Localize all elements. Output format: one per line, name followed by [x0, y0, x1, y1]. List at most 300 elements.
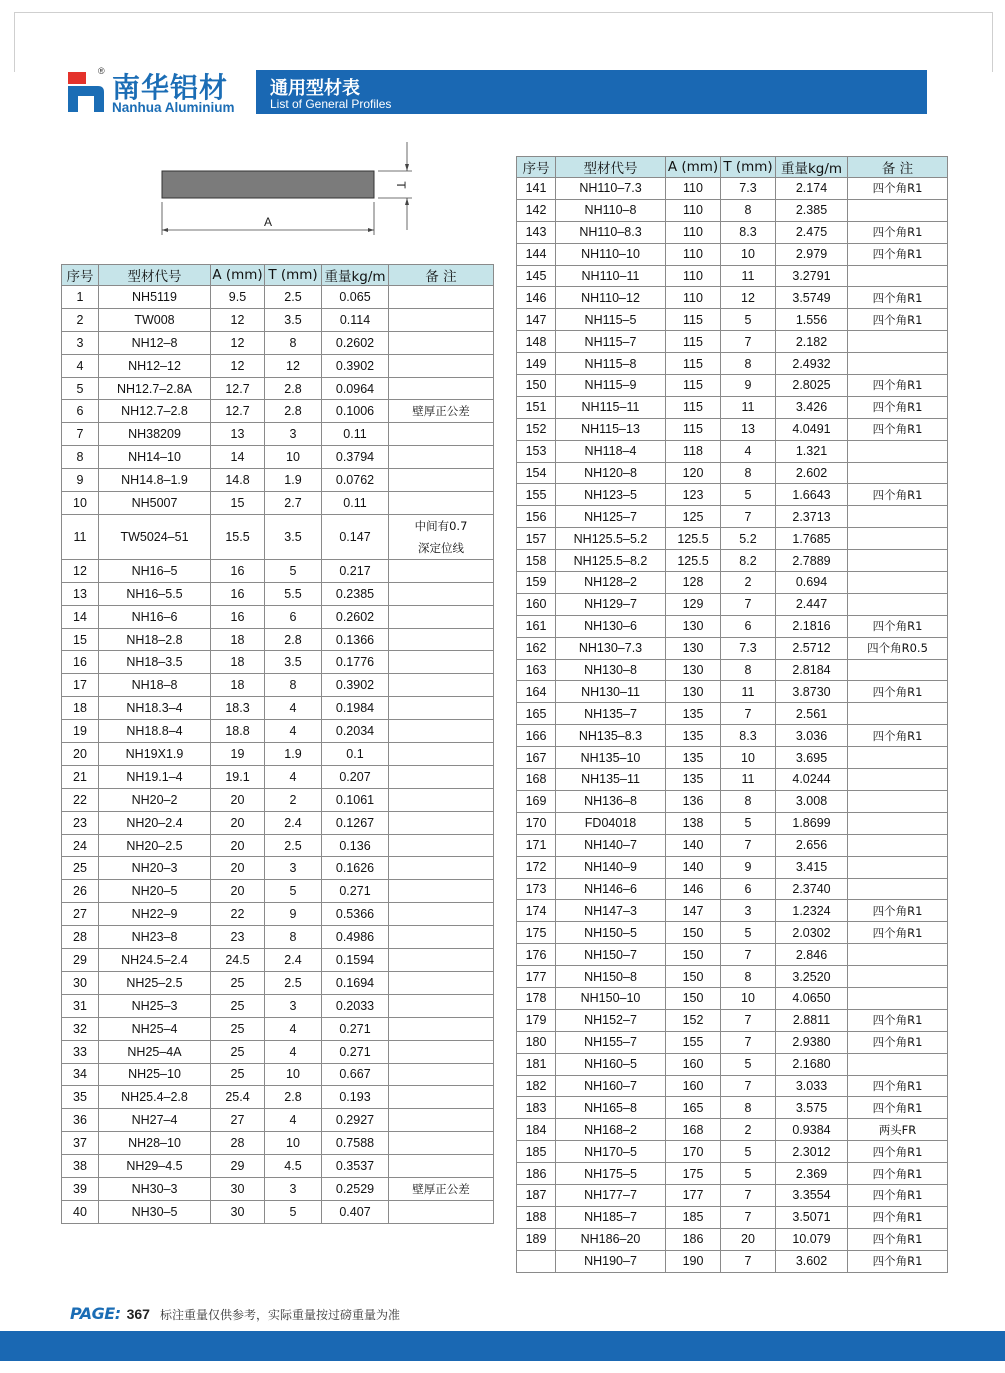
- page-number: 367: [126, 1306, 150, 1322]
- cell-code: NH123–5: [556, 484, 666, 506]
- cell-w: 4.0244: [776, 769, 848, 791]
- cell-w: 0.114: [322, 308, 389, 331]
- cell-code: NH150–7: [556, 944, 666, 966]
- cell-no: 174: [517, 900, 556, 922]
- cell-a: 160: [666, 1053, 721, 1075]
- cell-no: 167: [517, 747, 556, 769]
- cell-code: NH110–11: [556, 265, 666, 287]
- cell-note: [848, 265, 948, 287]
- table-row: [62, 880, 494, 903]
- table-row: [62, 1177, 494, 1200]
- cell-no: 160: [517, 593, 556, 615]
- cell-no: 186: [517, 1163, 556, 1185]
- cell-no: 34: [62, 1063, 99, 1086]
- cell-code: NH140–7: [556, 834, 666, 856]
- cell-note: [389, 1086, 494, 1109]
- cell-no: 176: [517, 944, 556, 966]
- cell-t: 2.5: [265, 971, 322, 994]
- cell-t: 7.3: [721, 178, 776, 200]
- cell-t: 10: [721, 243, 776, 265]
- cell-code: NH18–3.5: [99, 651, 211, 674]
- col-header-t: T (mm): [721, 157, 776, 178]
- cell-t: 5: [721, 1163, 776, 1185]
- cell-code: NH16–5.5: [99, 582, 211, 605]
- cell-note: [389, 994, 494, 1017]
- cell-code: NH24.5–2.4: [99, 949, 211, 972]
- cell-no: 162: [517, 637, 556, 659]
- cell-note: [389, 811, 494, 834]
- cell-no: 172: [517, 856, 556, 878]
- cell-a: 177: [666, 1184, 721, 1206]
- cell-w: 0.4986: [322, 926, 389, 949]
- cell-a: 110: [666, 243, 721, 265]
- cell-note: [848, 353, 948, 375]
- cell-a: 14.8: [211, 469, 265, 492]
- cell-note: [389, 331, 494, 354]
- cell-w: 0.3794: [322, 446, 389, 469]
- cell-t: 7: [721, 331, 776, 353]
- cell-note: [848, 506, 948, 528]
- cell-t: 7.3: [721, 637, 776, 659]
- cell-w: 2.1816: [776, 615, 848, 637]
- cell-w: 0.3902: [322, 674, 389, 697]
- cell-note: 四个角R1: [848, 309, 948, 331]
- cell-note: [848, 812, 948, 834]
- cell-w: 2.3713: [776, 506, 848, 528]
- cell-no: 9: [62, 469, 99, 492]
- cell-note: [848, 747, 948, 769]
- cell-t: 8: [721, 1097, 776, 1119]
- frame-line: [992, 12, 993, 72]
- cell-code: NH18.3–4: [99, 697, 211, 720]
- table-body: [517, 178, 948, 1273]
- bottom-bar: [0, 1331, 1005, 1361]
- cell-t: 7: [721, 703, 776, 725]
- table-row: [517, 922, 948, 944]
- cell-code: NH150–5: [556, 922, 666, 944]
- nanhua-logo-icon: [68, 72, 104, 112]
- cell-w: 0.1366: [322, 628, 389, 651]
- cell-note: [389, 1109, 494, 1132]
- cell-a: 136: [666, 790, 721, 812]
- cell-w: 2.8025: [776, 375, 848, 397]
- table-row: [62, 949, 494, 972]
- cell-w: 2.979: [776, 243, 848, 265]
- cell-t: 5: [721, 1053, 776, 1075]
- cell-a: 115: [666, 309, 721, 331]
- cell-a: 28: [211, 1132, 265, 1155]
- cell-t: 11: [721, 265, 776, 287]
- cell-no: 163: [517, 659, 556, 681]
- cell-note: [389, 788, 494, 811]
- cell-w: 0.0964: [322, 377, 389, 400]
- col-header-a: A (mm): [211, 265, 265, 286]
- cell-note: [389, 880, 494, 903]
- cell-a: 12: [211, 331, 265, 354]
- cell-a: 135: [666, 703, 721, 725]
- cell-note: [389, 628, 494, 651]
- cell-a: 19: [211, 743, 265, 766]
- table-row: [517, 747, 948, 769]
- cell-code: NH30–5: [99, 1200, 211, 1223]
- cell-t: 2: [265, 788, 322, 811]
- cell-no: 175: [517, 922, 556, 944]
- header-bar: [256, 70, 927, 114]
- cell-no: 22: [62, 788, 99, 811]
- cell-t: 9: [265, 903, 322, 926]
- cell-t: 4: [265, 720, 322, 743]
- cell-code: NH135–7: [556, 703, 666, 725]
- cell-a: 130: [666, 659, 721, 681]
- table-row: [517, 725, 948, 747]
- footer-note: 标注重量仅供参考，实际重量按过磅重量为准: [159, 1308, 400, 1322]
- cell-t: 8: [265, 674, 322, 697]
- cell-no: 159: [517, 572, 556, 594]
- table-row: [517, 243, 948, 265]
- cell-note: 四个角R1: [848, 1141, 948, 1163]
- cell-t: 2.7: [265, 492, 322, 515]
- cell-t: 3: [721, 900, 776, 922]
- cell-code: NH12.7–2.8: [99, 400, 211, 423]
- cell-note: 壁厚正公差: [389, 1177, 494, 1200]
- cell-code: NH14–10: [99, 446, 211, 469]
- cell-code: NH165–8: [556, 1097, 666, 1119]
- table-body: [62, 286, 494, 1224]
- cell-t: 2.8: [265, 628, 322, 651]
- cell-no: 18: [62, 697, 99, 720]
- cell-t: 8.3: [721, 725, 776, 747]
- cell-a: 140: [666, 834, 721, 856]
- cell-a: 175: [666, 1163, 721, 1185]
- cell-w: 2.369: [776, 1163, 848, 1185]
- cell-a: 135: [666, 725, 721, 747]
- cell-note: [389, 1200, 494, 1223]
- cell-no: [517, 1250, 556, 1272]
- cell-code: NH146–6: [556, 878, 666, 900]
- cell-w: 0.2033: [322, 994, 389, 1017]
- cell-no: 178: [517, 987, 556, 1009]
- table-row: [517, 637, 948, 659]
- cell-code: NH20–3: [99, 857, 211, 880]
- cell-code: NH28–10: [99, 1132, 211, 1155]
- table-row: [62, 400, 494, 423]
- table-row: [62, 720, 494, 743]
- cell-a: 150: [666, 987, 721, 1009]
- table-row: [62, 446, 494, 469]
- dim-label-a: A: [263, 215, 273, 229]
- cell-a: 110: [666, 178, 721, 200]
- cell-note: 四个角R1: [848, 922, 948, 944]
- table-row: [62, 1132, 494, 1155]
- frame-line: [14, 12, 993, 13]
- cell-no: 15: [62, 628, 99, 651]
- cell-note: [389, 377, 494, 400]
- cell-t: 6: [265, 605, 322, 628]
- table-row: [62, 1200, 494, 1223]
- brand-name-cn: 南华铝材: [112, 71, 229, 104]
- cell-no: 29: [62, 949, 99, 972]
- cell-code: NH130–6: [556, 615, 666, 637]
- table-row: [517, 1119, 948, 1141]
- cell-code: NH12.7–2.8A: [99, 377, 211, 400]
- cell-note: [389, 1132, 494, 1155]
- cell-code: NH115–8: [556, 353, 666, 375]
- cell-t: 3: [265, 857, 322, 880]
- cell-note: 四个角R1: [848, 243, 948, 265]
- cell-t: 11: [721, 396, 776, 418]
- cell-code: NH115–9: [556, 375, 666, 397]
- cell-a: 123: [666, 484, 721, 506]
- table-row: [517, 878, 948, 900]
- cell-t: 7: [721, 1075, 776, 1097]
- cell-note: [389, 514, 494, 559]
- table-row: [517, 418, 948, 440]
- cell-note: [848, 593, 948, 615]
- cell-a: 120: [666, 462, 721, 484]
- cell-note: 四个角R1: [848, 1031, 948, 1053]
- table-row: [517, 199, 948, 221]
- cell-w: 0.667: [322, 1063, 389, 1086]
- cell-no: 16: [62, 651, 99, 674]
- cell-code: NH12–8: [99, 331, 211, 354]
- cell-note: [389, 743, 494, 766]
- cell-w: 0.1626: [322, 857, 389, 880]
- cell-a: 128: [666, 572, 721, 594]
- cell-no: 157: [517, 528, 556, 550]
- cell-a: 140: [666, 856, 721, 878]
- cell-a: 15.5: [211, 514, 265, 559]
- cell-note: [389, 926, 494, 949]
- cell-t: 10: [721, 747, 776, 769]
- cell-code: NH27–4: [99, 1109, 211, 1132]
- cell-no: 21: [62, 765, 99, 788]
- cell-note: [848, 331, 948, 353]
- cell-code: NH129–7: [556, 593, 666, 615]
- cell-w: 0.11: [322, 423, 389, 446]
- cell-note: 四个角R1: [848, 1163, 948, 1185]
- cell-no: 165: [517, 703, 556, 725]
- cell-no: 13: [62, 582, 99, 605]
- cell-no: 156: [517, 506, 556, 528]
- cell-note: [389, 1017, 494, 1040]
- cell-no: 8: [62, 446, 99, 469]
- cell-no: 20: [62, 743, 99, 766]
- profile-diagram: [150, 140, 420, 240]
- table-row: [62, 492, 494, 515]
- cell-code: NH135–10: [556, 747, 666, 769]
- table-row: [517, 484, 948, 506]
- cell-code: NH18.8–4: [99, 720, 211, 743]
- note-line: 中间有0.7: [414, 518, 468, 533]
- table-row: [517, 681, 948, 703]
- page-title: 通用型材表: [270, 78, 360, 99]
- cell-a: 147: [666, 900, 721, 922]
- cell-a: 12: [211, 308, 265, 331]
- cell-no: 158: [517, 550, 556, 572]
- cell-a: 115: [666, 375, 721, 397]
- cell-code: NH120–8: [556, 462, 666, 484]
- cell-note: 四个角R1: [848, 178, 948, 200]
- table-row: [62, 903, 494, 926]
- cell-no: 23: [62, 811, 99, 834]
- cell-t: 4: [265, 1109, 322, 1132]
- cell-a: 19.1: [211, 765, 265, 788]
- cell-no: 2: [62, 308, 99, 331]
- cell-t: 2.5: [265, 286, 322, 309]
- table-row: [62, 651, 494, 674]
- cell-w: 0.1694: [322, 971, 389, 994]
- cell-no: 1: [62, 286, 99, 309]
- cell-w: 0.271: [322, 880, 389, 903]
- cell-t: 8.2: [721, 550, 776, 572]
- cell-note: 四个角R1: [848, 484, 948, 506]
- cell-a: 118: [666, 440, 721, 462]
- cell-t: 20: [721, 1228, 776, 1250]
- cell-a: 160: [666, 1075, 721, 1097]
- cell-w: 2.447: [776, 593, 848, 615]
- cell-no: 4: [62, 354, 99, 377]
- cell-code: NH136–8: [556, 790, 666, 812]
- cell-t: 4: [265, 765, 322, 788]
- cell-no: 170: [517, 812, 556, 834]
- cell-no: 180: [517, 1031, 556, 1053]
- table-row: [517, 1228, 948, 1250]
- col-header-code: 型材代号: [556, 157, 666, 178]
- frame-line: [14, 12, 15, 72]
- cell-code: NH130–11: [556, 681, 666, 703]
- cell-code: NH177–7: [556, 1184, 666, 1206]
- cell-no: 161: [517, 615, 556, 637]
- cell-note: [389, 605, 494, 628]
- cell-a: 25: [211, 971, 265, 994]
- cell-code: NH25.4–2.8: [99, 1086, 211, 1109]
- cell-w: 0.3537: [322, 1155, 389, 1178]
- cell-note: 壁厚正公差: [389, 400, 494, 423]
- cell-a: 16: [211, 582, 265, 605]
- cell-w: 3.602: [776, 1250, 848, 1272]
- table-row: [62, 674, 494, 697]
- cell-note: 四个角R1: [848, 681, 948, 703]
- cell-no: 17: [62, 674, 99, 697]
- cell-t: 2.8: [265, 1086, 322, 1109]
- cell-code: NH29–4.5: [99, 1155, 211, 1178]
- cell-a: 110: [666, 287, 721, 309]
- cell-a: 130: [666, 681, 721, 703]
- cell-w: 3.5071: [776, 1206, 848, 1228]
- profiles-table-right: [516, 156, 948, 1273]
- brand-logo: [68, 66, 248, 118]
- cell-t: 5: [721, 812, 776, 834]
- table-row: [62, 994, 494, 1017]
- cell-note: [848, 966, 948, 988]
- cell-note: 四个角R1: [848, 375, 948, 397]
- cell-no: 37: [62, 1132, 99, 1155]
- cell-code: NH147–3: [556, 900, 666, 922]
- cell-w: 3.033: [776, 1075, 848, 1097]
- cell-code: NH110–12: [556, 287, 666, 309]
- cell-w: 0.11: [322, 492, 389, 515]
- table-row: [517, 528, 948, 550]
- cell-t: 5: [265, 880, 322, 903]
- cell-w: 0.0762: [322, 469, 389, 492]
- table-row: [62, 697, 494, 720]
- cell-note: 四个角R0.5: [848, 637, 948, 659]
- cell-t: 3.5: [265, 308, 322, 331]
- cell-no: 24: [62, 834, 99, 857]
- col-header-weight: 重量kg/m: [776, 157, 848, 178]
- table-row: [517, 790, 948, 812]
- cell-w: 3.426: [776, 396, 848, 418]
- cell-note: 四个角R1: [848, 396, 948, 418]
- cell-no: 31: [62, 994, 99, 1017]
- cell-no: 32: [62, 1017, 99, 1040]
- cell-no: 166: [517, 725, 556, 747]
- cell-w: 0.9384: [776, 1119, 848, 1141]
- cell-no: 187: [517, 1184, 556, 1206]
- cell-t: 7: [721, 1206, 776, 1228]
- cell-note: [389, 286, 494, 309]
- cell-note: [848, 440, 948, 462]
- cell-w: 2.846: [776, 944, 848, 966]
- table-row: [62, 926, 494, 949]
- cell-no: 185: [517, 1141, 556, 1163]
- cell-no: 38: [62, 1155, 99, 1178]
- cell-note: 四个角R1: [848, 1228, 948, 1250]
- cell-w: 4.0491: [776, 418, 848, 440]
- cell-t: 8: [265, 331, 322, 354]
- cell-no: 27: [62, 903, 99, 926]
- cell-a: 168: [666, 1119, 721, 1141]
- cell-note: 四个角R1: [848, 1009, 948, 1031]
- cell-w: 0.3902: [322, 354, 389, 377]
- cell-code: NH185–7: [556, 1206, 666, 1228]
- cell-a: 15: [211, 492, 265, 515]
- table-row: [62, 743, 494, 766]
- cell-a: 25: [211, 1063, 265, 1086]
- cell-w: 1.7685: [776, 528, 848, 550]
- table-row: [517, 309, 948, 331]
- table-row: [517, 966, 948, 988]
- cell-no: 141: [517, 178, 556, 200]
- cell-note: 两头FR: [848, 1119, 948, 1141]
- cell-code: NH110–8.3: [556, 221, 666, 243]
- cell-code: NH23–8: [99, 926, 211, 949]
- cell-t: 12: [265, 354, 322, 377]
- cell-a: 150: [666, 944, 721, 966]
- cell-w: 0.1594: [322, 949, 389, 972]
- cell-code: NH115–13: [556, 418, 666, 440]
- cell-t: 5.2: [721, 528, 776, 550]
- cell-code: NH19.1–4: [99, 765, 211, 788]
- table-row: [62, 1040, 494, 1063]
- table-row: [517, 1031, 948, 1053]
- cell-t: 1.9: [265, 743, 322, 766]
- cell-a: 14: [211, 446, 265, 469]
- cell-no: 148: [517, 331, 556, 353]
- cell-w: 0.1267: [322, 811, 389, 834]
- cell-code: NH130–8: [556, 659, 666, 681]
- cell-w: 2.602: [776, 462, 848, 484]
- cell-a: 20: [211, 857, 265, 880]
- cell-w: 3.415: [776, 856, 848, 878]
- cell-no: 7: [62, 423, 99, 446]
- cell-t: 2.4: [265, 949, 322, 972]
- cell-code: NH125–7: [556, 506, 666, 528]
- cell-no: 154: [517, 462, 556, 484]
- cell-t: 4: [721, 440, 776, 462]
- cell-a: 110: [666, 265, 721, 287]
- table-row: [517, 550, 948, 572]
